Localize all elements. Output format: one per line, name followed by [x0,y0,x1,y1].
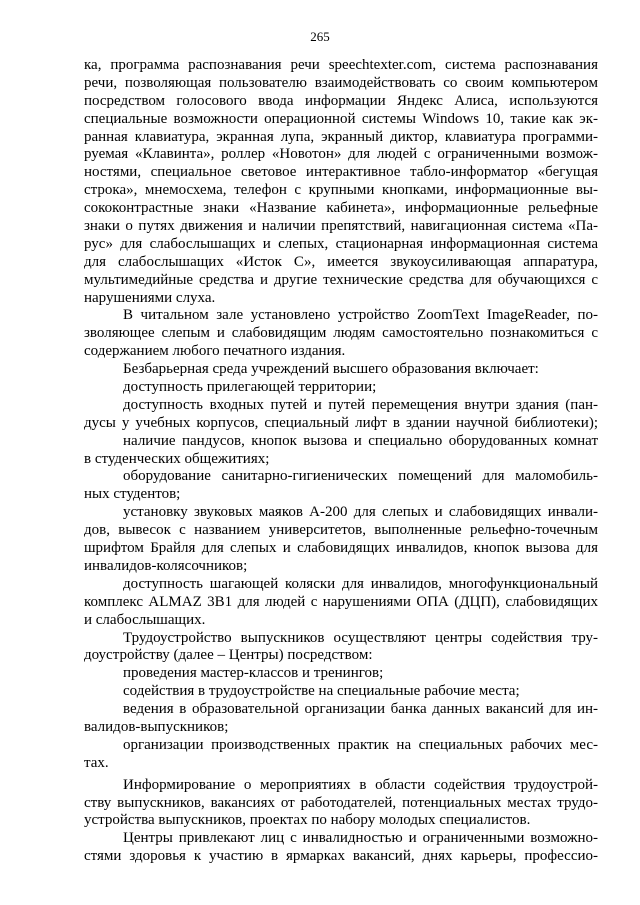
text-line: наличие пандусов, кнопок вызова и специально оборудованных комнат [123,432,598,449]
text-line: строка», мнемосхема, телефон с крупными кнопками, информационные вы- [84,182,598,199]
text-line: нарушениями слуха. [84,289,216,306]
text-line: Центры привлекают лиц с инвалидностью и ограниченными возможно- [123,830,598,847]
text-line: тах. [84,754,109,771]
text-line: комплекс ALMAZ 3B1 для людей с нарушениями ОПА (ДЦП), слабовидящих [84,593,598,610]
text-line: доустройству (далее – Центры) посредством: [84,647,373,664]
text-line: шрифтом Брайля для слепых и слабовидящих инвалидов, кнопок вызова для [84,540,598,557]
text-line: ведения в образовательной организации банка данных вакансий для ин- [123,701,598,718]
text-line: содействия в трудоустройстве на специальные рабочие места; [123,683,520,700]
text-line: посредством голосового ввода информации Яндекс Алиса, используются [84,92,598,109]
text-line: стями здоровья к участию в ярмарках вакансий, днях карьеры, профессио- [84,848,598,865]
text-line: дов, вывесок с названием университетов, выполненные рельефно-точечным [84,522,598,539]
text-line: и слабослышащих. [84,611,206,628]
text-line: в студенческих общежитиях; [84,450,270,467]
text-line: руемая «Клавинта», роллер «Новотон» для людей с ограниченными возмож- [84,146,598,163]
text-line: сококонтрастные знаки «Название кабинета», информационные рельефные [84,200,598,217]
text-line: дусы у учебных корпусов, специальный лифт в здании научной библиотеки); [84,414,598,431]
text-line: организации производственных практик на специальных рабочих мес- [123,736,598,753]
text-line: В читальном зале установлено устройство ZoomText ImageReader, по- [123,307,598,324]
text-line: устройства выпускников, проектах по набору молодых специалистов. [84,812,531,829]
text-line: ных студентов; [84,486,181,503]
text-line: Трудоустройство выпускников осуществляют центры содействия тру- [123,629,598,646]
text-line: зволяющее слепым и слабовидящим людям самостоятельно познакомиться с [84,325,598,342]
text-line: содержанием любого печатного издания. [84,343,346,360]
text-line: мультимедийные средства и другие технические средства для обучающихся с [84,271,598,288]
text-line: доступность входных путей и путей перемещения внутри здания (пан- [123,396,598,413]
text-line: Информирование о мероприятиях в области содействия трудоустрой- [123,776,598,793]
text-line: оборудование санитарно-гигиенических помещений для маломобиль- [123,468,598,485]
text-line: рус» для слабослышащих и слепых, стационарная информационная система [84,235,598,252]
text-line: ству выпускников, вакансиях от работодателей, потенциальных местах трудо- [84,794,598,811]
text-line: ностями, специальное световое интерактивное табло-информатор «бегущая [84,164,598,181]
text-line: знаки о путях движения и наличии препятствий, навигационная система «Па- [84,218,598,235]
text-line: специальные возможности операционной системы Windows 10, такие как эк- [84,110,598,127]
text-line: Безбарьерная среда учреждений высшего образования включает: [123,361,539,378]
text-line: ранная клавиатура, экранная лупа, экранный диктор, клавиатура программи- [84,128,598,145]
text-line: доступность шагающей коляски для инвалидов, многофункциональный [123,575,598,592]
text-line: для слабослышащих «Исток С», имеется звукоусиливающая аппаратура, [84,253,598,270]
text-line: проведения мастер-классов и тренингов; [123,665,384,682]
text-line: установку звуковых маяков А-200 для слепых и слабовидящих инвали- [123,504,598,521]
text-line: речи, позволяющая пользователю взаимодействовать со своим компьютером [84,74,598,91]
text-line: валидов-выпускников; [84,718,229,735]
body-text [84,57,598,866]
text-line: доступность прилегающей территории; [123,379,377,396]
text-line: инвалидов-колясочников; [84,557,248,574]
page-number: 265 [310,29,330,44]
text-line: ка, программа распознавания речи speechtexter.com, система распознавания [84,57,598,73]
